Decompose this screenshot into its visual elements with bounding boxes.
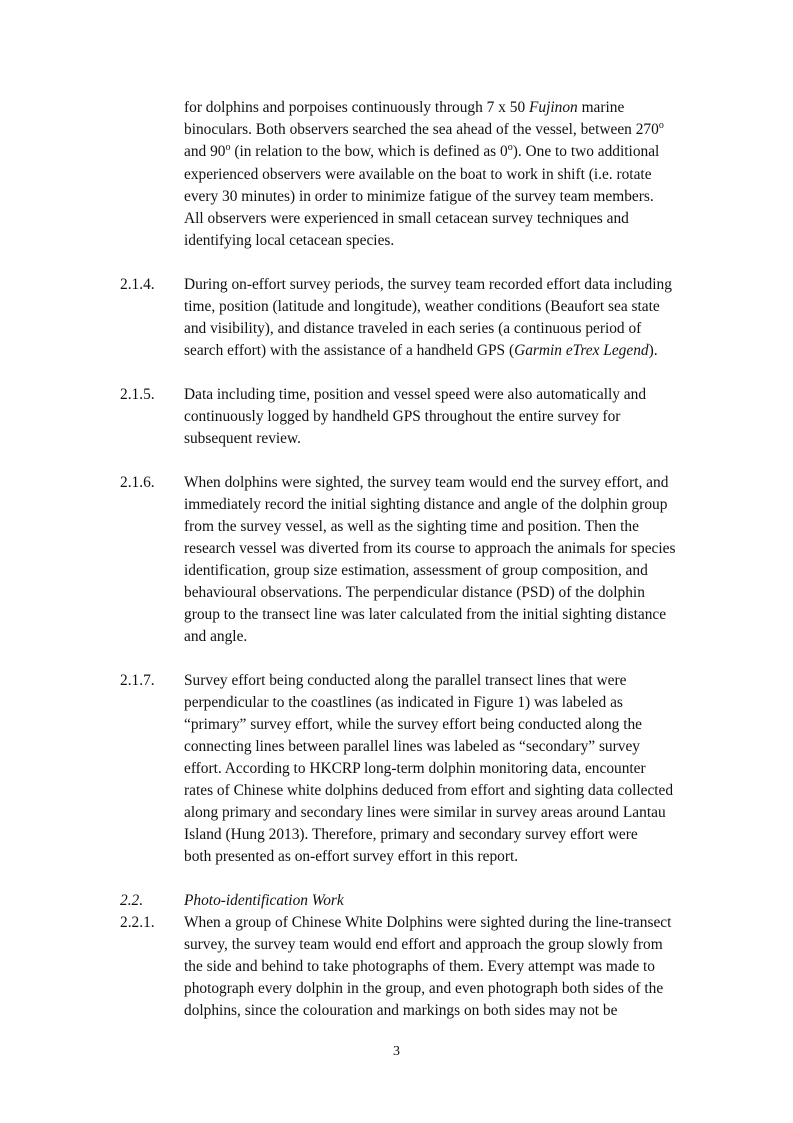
- text-line: continuously logged by handheld GPS throughout the entire survey for: [184, 408, 621, 425]
- text-line: time, position (latitude and longitude), weather conditions (Beaufort sea state: [184, 298, 660, 315]
- text-line: Island (Hung 2013). Therefore, primary and secondary survey effort were: [184, 826, 638, 843]
- text-run: ).: [648, 342, 658, 359]
- text-line: photograph every dolphin in the group, and even photograph both sides of the: [184, 980, 664, 997]
- text-line: survey, the survey team would end effort and approach the group slowly from: [184, 936, 663, 953]
- text-line: perpendicular to the coastlines (as indicated in Figure 1) was labeled as: [184, 694, 623, 711]
- equipment-name: Fujinon: [528, 99, 578, 116]
- text-line: group to the transect line was later calculated from the initial sighting distance: [184, 606, 667, 623]
- text-line: identification, group size estimation, assessment of group composition, and: [184, 562, 648, 579]
- text-run: and 90: [184, 143, 226, 160]
- text-line: behavioural observations. The perpendicular distance (PSD) of the dolphin: [184, 584, 645, 601]
- text-run: binoculars. Both observers searched the sea ahead of the vessel, between 270: [184, 121, 659, 138]
- text-line: every 30 minutes) in order to minimize fatigue of the survey team members.: [184, 188, 654, 205]
- text-line: research vessel was diverted from its course to approach the animals for species: [184, 540, 676, 557]
- text-line: [184, 119, 664, 141]
- text-line: along primary and secondary lines were similar in survey areas around Lantau: [184, 804, 666, 821]
- text-line: subsequent review.: [184, 430, 301, 447]
- section-number: 2.2.1.: [120, 914, 155, 931]
- text-line: rates of Chinese white dolphins deduced from effort and sighting data collected: [184, 782, 674, 799]
- text-line: experienced observers were available on the boat to work in shift (i.e. rotate: [184, 166, 652, 183]
- text-line: identifying local cetacean species.: [184, 232, 395, 249]
- text-line: [184, 141, 659, 163]
- text-line: both presented as on-effort survey effort in this report.: [184, 848, 519, 865]
- degree-mark: o: [507, 142, 513, 153]
- text-line: immediately record the initial sighting distance and angle of the dolphin group: [184, 496, 668, 513]
- text-run: search effort) with the assistance of a handheld GPS (: [184, 342, 515, 359]
- text-line: and angle.: [184, 628, 248, 645]
- section-number: 2.1.6.: [120, 474, 155, 491]
- text-line: [184, 340, 658, 362]
- text-line: Data including time, position and vessel speed were also automatically and: [184, 386, 647, 403]
- text-line: When a group of Chinese White Dolphins were sighted during the line-transect: [184, 914, 672, 931]
- text-run: for dolphins and porpoises continuously through 7 x 50: [184, 99, 529, 116]
- section-title: Photo-identification Work: [184, 892, 344, 909]
- text-line: effort. According to HKCRP long-term dolphin monitoring data, encounter: [184, 760, 646, 777]
- section-number: 2.1.7.: [120, 672, 155, 689]
- text-run: (in relation to the bow, which is defined as 0: [230, 143, 508, 160]
- text-line: connecting lines between parallel lines was labeled as “secondary” survey: [184, 738, 640, 755]
- equipment-name: Garmin eTrex Legend: [514, 342, 649, 359]
- section-number: 2.1.5.: [120, 386, 155, 403]
- text-line: and visibility), and distance traveled in each series (a continuous period of: [184, 320, 642, 337]
- text-line: When dolphins were sighted, the survey team would end the survey effort, and: [184, 474, 669, 491]
- degree-mark: o: [225, 142, 231, 153]
- section-number: 2.2.: [120, 892, 144, 909]
- section-number: 2.1.4.: [120, 276, 155, 293]
- text-run: marine: [577, 99, 625, 116]
- text-line: the side and behind to take photographs of them. Every attempt was made to: [184, 958, 655, 975]
- text-line: During on-effort survey periods, the survey team recorded effort data including: [184, 276, 672, 293]
- text-line: All observers were experienced in small cetacean survey techniques and: [184, 210, 629, 227]
- text-line: dolphins, since the colouration and markings on both sides may not be: [184, 1002, 618, 1019]
- text-run: ). One to two additional: [512, 143, 660, 160]
- degree-mark: o: [658, 120, 664, 131]
- text-line: “primary” survey effort, while the survey effort being conducted along the: [184, 716, 642, 733]
- text-line: from the survey vessel, as well as the sighting time and position. Then the: [184, 518, 639, 535]
- text-line: Survey effort being conducted along the parallel transect lines that were: [184, 672, 627, 689]
- page-number: 3: [393, 1044, 400, 1059]
- text-line: [184, 97, 624, 119]
